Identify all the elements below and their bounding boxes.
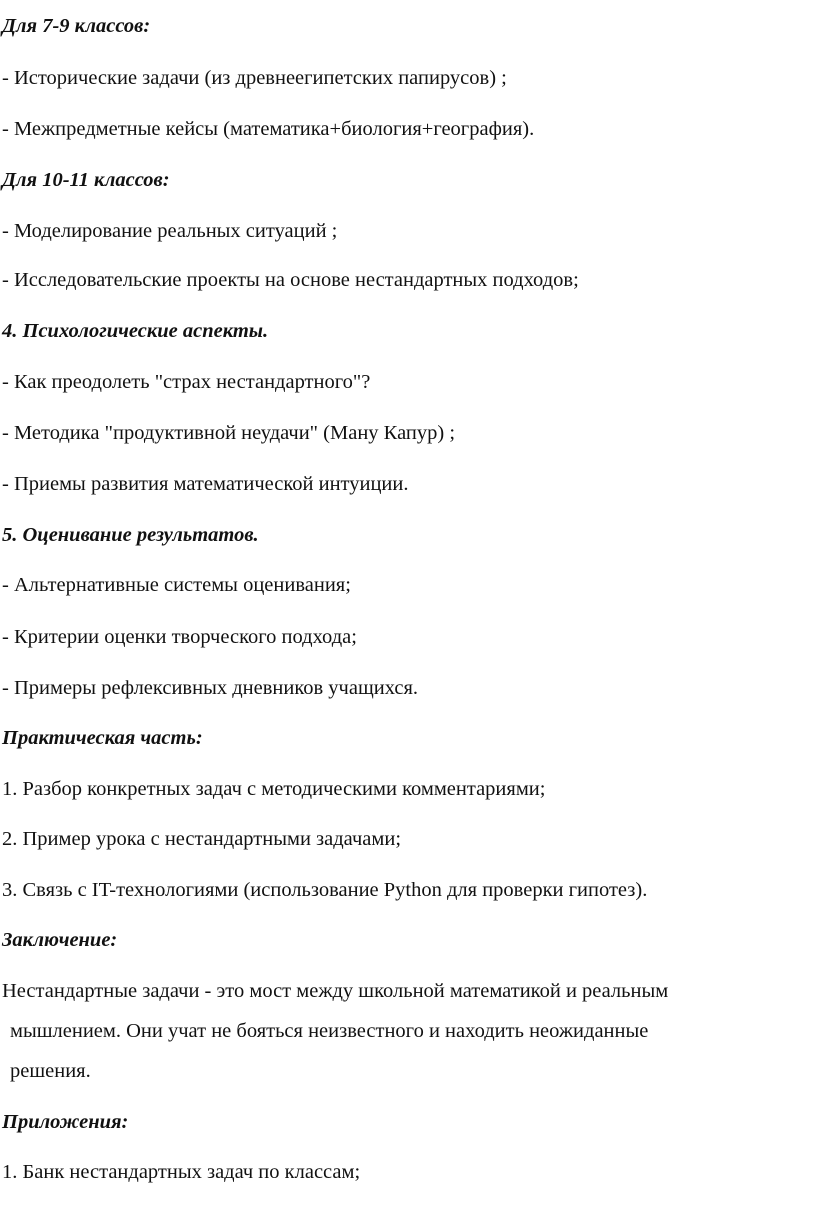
heading-conclusion: Заключение: [2, 929, 118, 951]
heading-assessment: 5. Оценивание результатов. [2, 524, 259, 546]
list-item: - Как преодолеть "страх нестандартного"? [2, 371, 371, 393]
heading-practical: Практическая часть: [2, 727, 203, 749]
list-item: - Методика "продуктивной неудачи" (Ману Капур) ; [2, 422, 456, 444]
heading-psychology: 4. Психологические аспекты. [2, 320, 269, 342]
list-item: - Исторические задачи (из древнеегипетских папирусов) ; [2, 67, 507, 89]
heading-grades-10-11: Для 10-11 классов: [2, 169, 170, 191]
list-item: - Критерии оценки творческого подхода; [2, 626, 357, 648]
list-item: 1. Банк нестандартных задач по классам; [2, 1161, 361, 1183]
list-item: - Моделирование реальных ситуаций ; [2, 220, 338, 242]
heading-grades-7-9: Для 7-9 классов: [2, 15, 151, 37]
heading-appendices: Приложения: [2, 1111, 129, 1133]
list-item: 2. Пример урока с нестандартными задачами; [2, 828, 402, 850]
list-item: - Межпредметные кейсы (математика+биология+география). [2, 118, 535, 140]
list-item: - Альтернативные системы оценивания; [2, 574, 351, 596]
list-item: - Примеры рефлексивных дневников учащихся. [2, 677, 419, 699]
list-item: 3. Связь с IT-технологиями (использование Python для проверки гипотез). [2, 879, 648, 901]
conclusion-text-line: решения. [10, 1060, 91, 1082]
list-item: - Приемы развития математической интуиции. [2, 473, 409, 495]
list-item: 1. Разбор конкретных задач с методическими комментариями; [2, 778, 546, 800]
conclusion-text-line: мышлением. Они учат не бояться неизвестного и находить неожиданные [10, 1020, 649, 1042]
list-item: - Исследовательские проекты на основе нестандартных подходов; [2, 269, 579, 291]
conclusion-text-line: Нестандартные задачи - это мост между школьной математикой и реальным [2, 980, 669, 1002]
